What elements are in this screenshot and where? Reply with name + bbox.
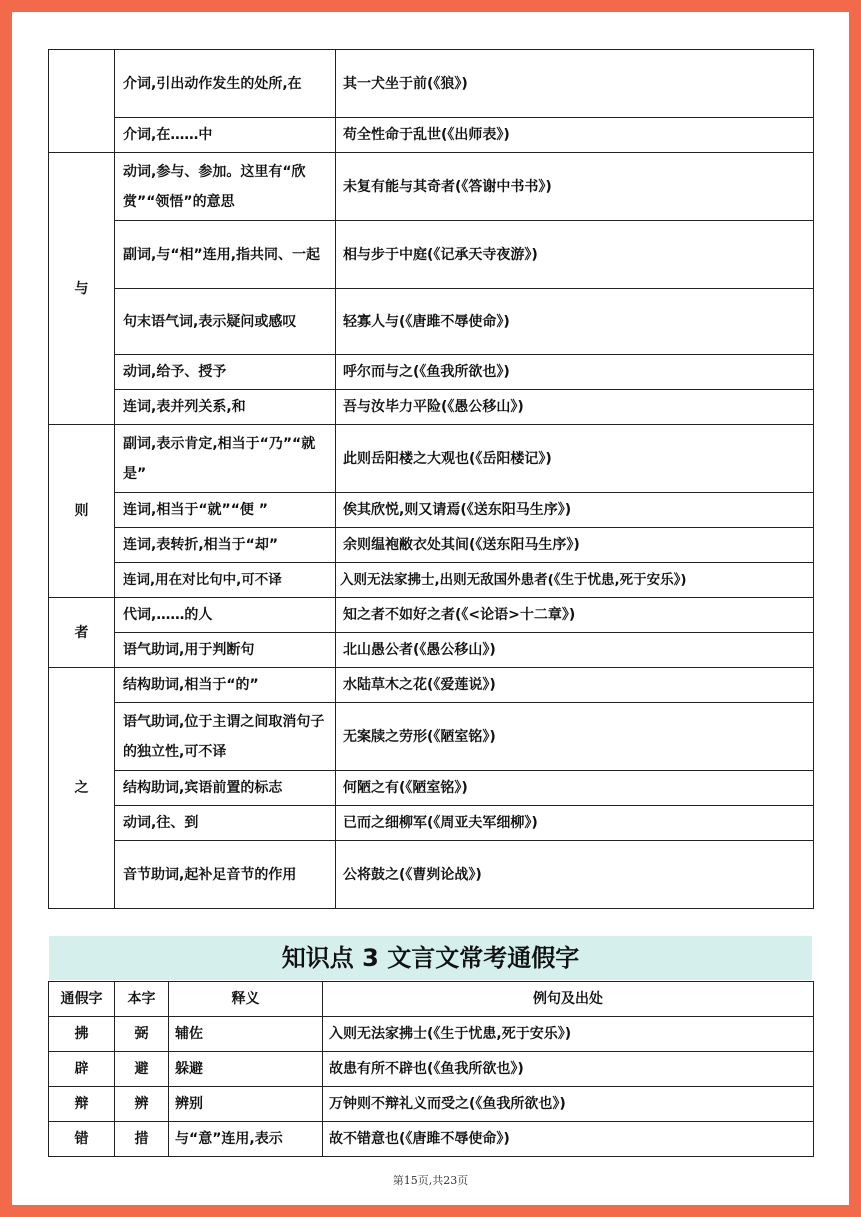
table-row — [49, 289, 814, 355]
liju-cell: 故患有所不辟也(《鱼我所欲也》) — [323, 1052, 814, 1087]
shiyi-cell: 辨别 — [169, 1087, 323, 1122]
table-row — [49, 528, 814, 563]
example-cell: 相与步于中庭(《记承天寺夜游》) — [336, 221, 814, 289]
example-cell: 入则无法家拂士,出则无敌国外患者(《生于忧患,死于安乐》) — [336, 563, 814, 598]
meaning-cell: 连词,表并列关系,和 — [115, 390, 336, 425]
example-cell: 轻寡人与(《唐雎不辱使命》) — [336, 289, 814, 355]
document-page — [12, 12, 849, 1205]
meaning-cell: 副词,与“相”连用,指共同、一起 — [115, 221, 336, 289]
meaning-cell: 连词,用在对比句中,可不译 — [115, 563, 336, 598]
meaning-cell: 音节助词,起补足音节的作用 — [115, 841, 336, 909]
table-row — [49, 771, 814, 806]
example-cell: 何陋之有(《陋室铭》) — [336, 771, 814, 806]
table-row — [49, 841, 814, 909]
table-row — [49, 221, 814, 289]
tongjia-cell: 辟 — [49, 1052, 115, 1087]
example-cell: 公将鼓之(《曹刿论战》) — [336, 841, 814, 909]
table-row — [49, 633, 814, 668]
example-cell: 余则缊袍敝衣处其间(《送东阳马生序》) — [336, 528, 814, 563]
tongjia-cell: 辩 — [49, 1087, 115, 1122]
table-row — [49, 598, 814, 633]
table-row — [49, 1122, 814, 1157]
meaning-cell: 动词,参与、参加。这里有“欣赏”“领悟”的意思 — [115, 153, 336, 221]
column-header: 释义 — [169, 982, 323, 1017]
table-row — [49, 355, 814, 390]
word-cell: 之 — [49, 668, 115, 909]
liju-cell: 故不错意也(《唐雎不辱使命》) — [323, 1122, 814, 1157]
column-header: 本字 — [115, 982, 169, 1017]
table-row — [49, 668, 814, 703]
meaning-cell: 副词,表示肯定,相当于“乃”“就是” — [115, 425, 336, 493]
example-cell: 知之者不如好之者(《<论语>十二章》) — [336, 598, 814, 633]
column-header: 例句及出处 — [323, 982, 814, 1017]
liju-cell: 入则无法家拂士(《生于忧患,死于安乐》) — [323, 1017, 814, 1052]
table-row — [49, 493, 814, 528]
table-header-row — [49, 982, 814, 1017]
example-cell: 其一犬坐于前(《狼》) — [336, 50, 814, 118]
meaning-cell: 结构助词,相当于“的” — [115, 668, 336, 703]
table-row — [49, 118, 814, 153]
example-cell: 水陆草木之花(《爱莲说》) — [336, 668, 814, 703]
example-cell: 未复有能与其奇者(《答谢中书书》) — [336, 153, 814, 221]
table-row — [49, 50, 814, 118]
page-footer: 第15页,共23页 — [392, 1174, 469, 1187]
tongjia-table — [48, 981, 814, 1157]
example-cell: 此则岳阳楼之大观也(《岳阳楼记》) — [336, 425, 814, 493]
benzi-cell: 弼 — [115, 1017, 169, 1052]
meaning-cell: 连词,表转折,相当于“却” — [115, 528, 336, 563]
word-cell — [49, 50, 115, 153]
table-row — [49, 563, 814, 598]
word-cell: 者 — [49, 598, 115, 668]
meaning-cell: 结构助词,宾语前置的标志 — [115, 771, 336, 806]
meaning-cell: 连词,相当于“就”“便 ” — [115, 493, 336, 528]
table-row — [49, 425, 814, 493]
tongjia-cell: 拂 — [49, 1017, 115, 1052]
benzi-cell: 避 — [115, 1052, 169, 1087]
example-cell: 吾与汝毕力平险(《愚公移山》) — [336, 390, 814, 425]
table-row — [49, 1087, 814, 1122]
column-header: 通假字 — [49, 982, 115, 1017]
word-cell: 则 — [49, 425, 115, 598]
function-words-table — [48, 49, 814, 909]
example-cell: 北山愚公者(《愚公移山》) — [336, 633, 814, 668]
meaning-cell: 介词,引出动作发生的处所,在 — [115, 50, 336, 118]
tongjia-cell: 错 — [49, 1122, 115, 1157]
meaning-cell: 介词,在……中 — [115, 118, 336, 153]
shiyi-cell: 辅佐 — [169, 1017, 323, 1052]
table-row — [49, 703, 814, 771]
meaning-cell: 语气助词,用于判断句 — [115, 633, 336, 668]
table-row — [49, 390, 814, 425]
meaning-cell: 动词,给予、授予 — [115, 355, 336, 390]
shiyi-cell: 与“意”连用,表示 — [169, 1122, 323, 1157]
example-cell: 俟其欣悦,则又请焉(《送东阳马生序》) — [336, 493, 814, 528]
meaning-cell: 代词,……的人 — [115, 598, 336, 633]
table-row — [49, 806, 814, 841]
table-row — [49, 1052, 814, 1087]
table-row — [49, 153, 814, 221]
shiyi-cell: 躲避 — [169, 1052, 323, 1087]
example-cell: 无案牍之劳形(《陋室铭》) — [336, 703, 814, 771]
example-cell: 呼尔而与之(《鱼我所欲也》) — [336, 355, 814, 390]
word-cell: 与 — [49, 153, 115, 425]
meaning-cell: 语气助词,位于主谓之间取消句子的独立性,可不译 — [115, 703, 336, 771]
benzi-cell: 辨 — [115, 1087, 169, 1122]
meaning-cell: 句末语气词,表示疑问或感叹 — [115, 289, 336, 355]
table-row — [49, 1017, 814, 1052]
benzi-cell: 措 — [115, 1122, 169, 1157]
example-cell: 已而之细柳军(《周亚夫军细柳》) — [336, 806, 814, 841]
liju-cell: 万钟则不辩礼义而受之(《鱼我所欲也》) — [323, 1087, 814, 1122]
example-cell: 苟全性命于乱世(《出师表》) — [336, 118, 814, 153]
section-heading: 知识点 3 文言文常考通假字 — [49, 936, 812, 980]
meaning-cell: 动词,往、到 — [115, 806, 336, 841]
